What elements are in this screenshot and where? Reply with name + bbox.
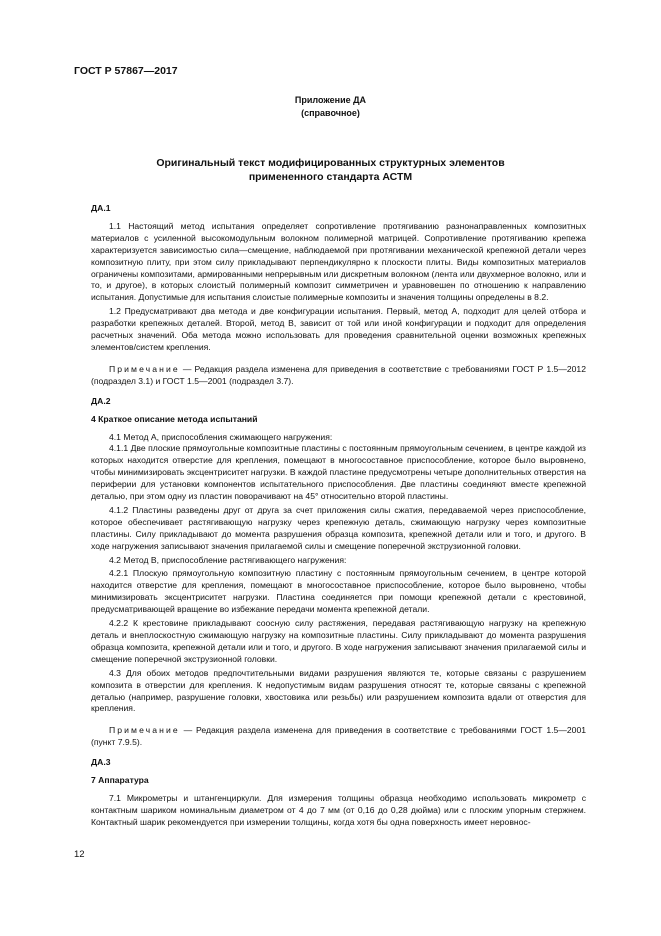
- appendix-heading: [0, 94, 661, 120]
- paragraph-4-1: 4.1 Метод А, приспособления сжимающего нагружения:: [109, 431, 333, 442]
- label-da1: ДА.1: [91, 203, 111, 213]
- section-title: [0, 156, 661, 184]
- heading-section-4: 4 Краткое описание метода испытаний: [91, 413, 258, 424]
- heading-section-7: 7 Аппаратура: [91, 775, 149, 786]
- page-number: 12: [74, 849, 85, 860]
- paragraph-4-3: 4.3 Для обоих методов предпочтительными видами разрушения являются те, которые связаны с разрушением композита в отверстии для крепления. К недопустимым видам разрушения относят те, которые связаны с крепежной деталью (например, разрушение головки, хвостовика или резьбы) или разрушением композита вдали от отверстия для крепления.: [91, 667, 586, 714]
- paragraph-4-2-2: 4.2.2 К крестовине прикладывают соосную силу растяжения, передавая растягивающую нагрузку на крепежную деталь и внеплоскостную сжимающую нагрузку на композитные пластины. Силу прикладывают до момента разрушения образца композита, крепежной детали или и того, и другого. В ходе нагружения записывают значения прилагаемой силы и смещение поперечной экструзионной головки.: [91, 618, 586, 664]
- note-1-word: Примечание: [109, 363, 180, 374]
- document-header: ГОСТ Р 57867—2017: [74, 65, 178, 77]
- paragraph-1-2: 1.2 Предусматривают два метода и две конфигурации испытания. Первый, метод А, подходит для целей отбора и разработки крепежных деталей. Второй, метод В, зависит от той или иной конфигурации и подходит для определения расчетных значений. Оба метода можно использовать для проведения сравнительной оценки возможных крепежных элементов/систем крепления.: [91, 306, 586, 352]
- paragraph-4-2: 4.2 Метод В, приспособление растягивающего нагружения:: [109, 554, 347, 565]
- label-da2: ДА.2: [91, 395, 111, 406]
- paragraph-1-1: 1.1 Настоящий метод испытания определяет сопротивление протягиванию разнонаправленных композитных материалов с усиленной высокомодульным волокном полимерной матрицей. Сопротивление протягиванию крепежа характеризуется зависимостью сила—смещение, наблюдаемой при протягивании механической крепежной детали через композитную плиту, при этом силу прикладывают перпендикулярно к плоскости плиты. Виды композитных материалов ограничены композитами, армированными непрерывным или дискретным волокном (лента или двухмерное волокно, или и то, и другое), в которых слоистый полимерный композит симметричен и уравновешен по отношению к направлению испытания. Допустимые для испытания слоистые полимерные композиты и значения толщины определены в 8.2.: [91, 220, 586, 303]
- note-2-word: Примечание: [109, 725, 180, 736]
- document-body: [91, 199, 586, 829]
- label-da3: ДА.3: [91, 757, 111, 768]
- paragraph-4-1-2: 4.1.2 Пластины разведены друг от друга за счет приложения силы сжатия, передаваемой через приспособление, которое обеспечивает растягивающую нагрузку через крепежную деталь, сжимающую нагрузку через композитные пластины. Силу прикладывают до момента разрушения образца композита, крепежной детали или и того, и другого. В ходе нагружения записывают значения прилагаемой силы и смещение поперечной экструзионной головки.: [91, 504, 586, 551]
- paragraph-4-2-1: 4.2.1 Плоскую прямоугольную композитную пластину с постоянным прямоугольным сечением, в центре которой находится отверстие для крепления, помещают в многосоставное приспособление, которое было выровнено, чтобы минимизировать эксцентриситет нагрузки. Пластина соединяется при помощи крепежной детали с крестовиной, предусматривающей вращение во избежание передачи момента крепежной детали.: [91, 568, 586, 615]
- paragraph-7-1: 7.1 Микрометры и штангенциркули. Для измерения толщины образца необходимо использовать микрометр с контактным шариком номинальным диаметром от 4 до 7 мм (от 0,16 до 0,28 дюйма) или с плоским упорным стержнем. Контактный шарик рекомендуется при измерении толщины, когда хотя бы одна поверхность имеет неровнос-: [91, 792, 586, 827]
- note-1-text: — Редакция раздела изменена для приведения в соответствие с требованиями ГОСТ Р 1.5—2012 (подраздел 3.1) и ГОСТ 1.5—2001 (подраздел 3.7).: [91, 363, 586, 386]
- appendix-title: Приложение ДА: [294, 95, 367, 105]
- appendix-subtitle: (справочное): [301, 108, 360, 118]
- paragraph-4-1-1: 4.1.1 Две плоские прямоугольные композитные пластины с постоянным прямоугольным сечением, в центре каждой из которых находится отверстие для крепления, помещают в многосоставное приспособление, которое было выровнено, чтобы минимизировать эксцентриситет нагрузки. В каждой пластине предусмотрены четыре дополнительных отверстия на периферии для установки компонентов испытательного приспособления. Две пластины соединяют вместе крепежной деталью, при этом одну из пластин поворачивают на 45° относительно второй пластины.: [91, 443, 586, 502]
- note-2-text: — Редакция раздела изменена для приведения в соответствие с требованиями ГОСТ 1.5—2001 (пункт 7.9.5).: [91, 725, 586, 748]
- section-title-line1: Оригинальный текст модифицированных структурных элементов: [156, 157, 505, 169]
- note-2: [91, 725, 586, 749]
- section-title-line2: примененного стандарта АСТМ: [248, 171, 413, 183]
- note-1: [91, 364, 586, 388]
